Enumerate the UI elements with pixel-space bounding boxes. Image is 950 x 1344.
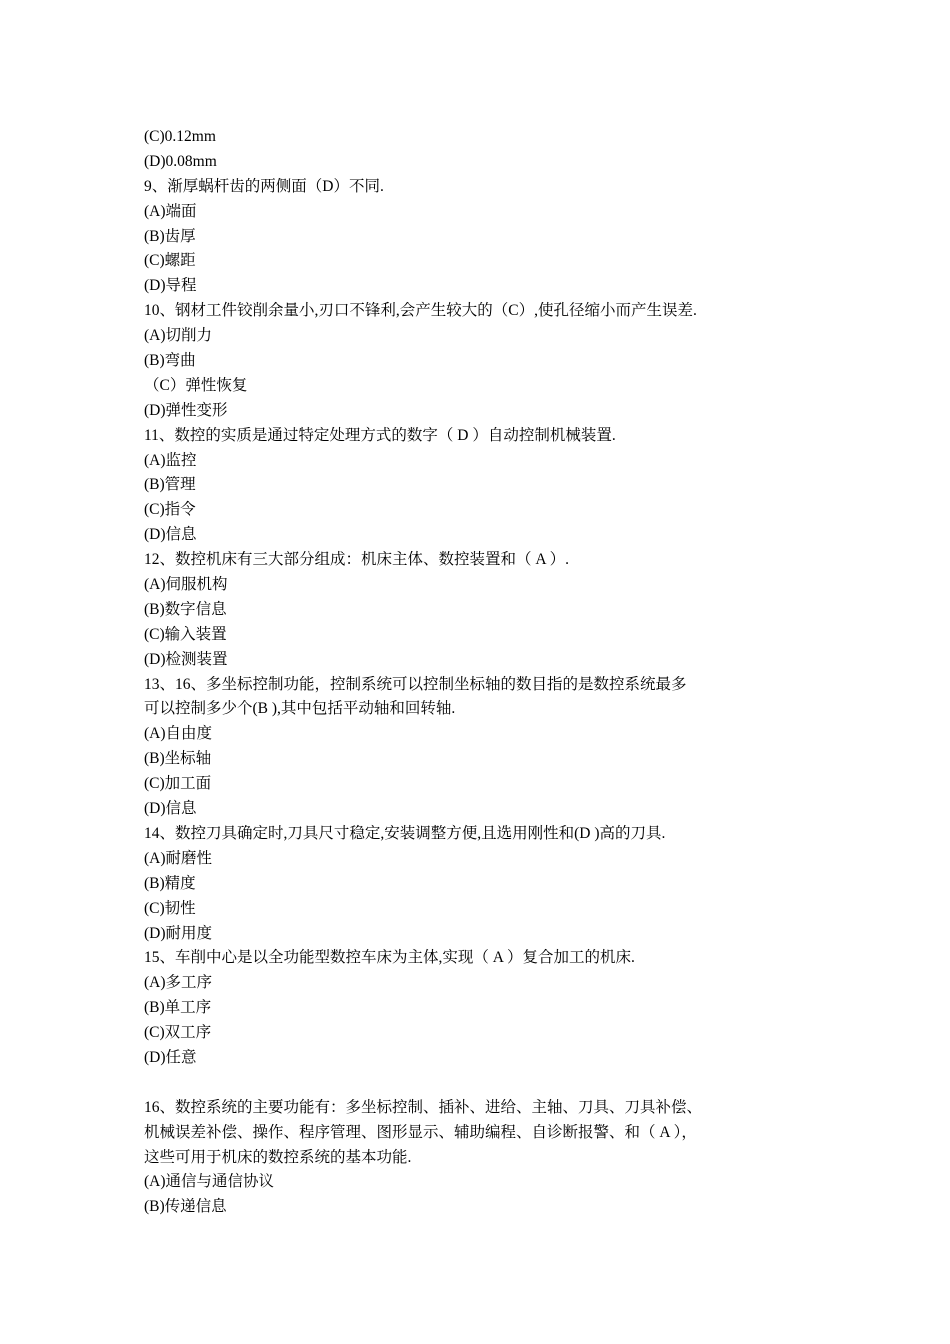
question-15: 15、车削中心是以全功能型数控车床为主体,实现（ A ）复合加工的机床. (144, 949, 635, 967)
option-line: (C)螺距 (144, 252, 196, 270)
option-line: (D)信息 (144, 800, 197, 818)
option-line: (D)检测装置 (144, 650, 228, 668)
option-line: (B)弯曲 (144, 352, 196, 370)
option-line: (C)双工序 (144, 1024, 212, 1042)
option-line: (D)导程 (144, 277, 197, 295)
option-line: (C)韧性 (144, 899, 196, 917)
option-line: (D)任意 (144, 1048, 197, 1066)
option-line: (C)加工面 (144, 775, 212, 793)
question-13-continued: 可以控制多少个(B ),其中包括平动轴和回转轴. (144, 700, 456, 718)
option-line: (B)精度 (144, 874, 196, 892)
text-line: (C)0.12mm (144, 128, 216, 145)
option-line: (A)自由度 (144, 725, 213, 743)
question-12: 12、数控机床有三大部分组成：机床主体、数控装置和（ A ）. (144, 551, 569, 569)
option-line: (A)通信与通信协议 (144, 1173, 275, 1191)
option-line: (A)耐磨性 (144, 849, 213, 867)
question-13: 13、16、多坐标控制功能，控制系统可以控制坐标轴的数目指的是数控系统最多 (144, 675, 687, 693)
option-line: (A)端面 (144, 202, 197, 220)
option-line: (B)单工序 (144, 999, 212, 1017)
option-line: (B)传递信息 (144, 1198, 227, 1216)
option-line: (A)切削力 (144, 327, 213, 345)
option-line: (B)管理 (144, 476, 196, 494)
question-16-continued: 这些可用于机床的数控系统的基本功能. (144, 1148, 412, 1166)
document-body (144, 125, 754, 1220)
question-16-continued: 机械误差补偿、操作、程序管理、图形显示、辅助编程、自诊断报警、和（ A ）， (144, 1123, 697, 1141)
text-line: (D)0.08mm (144, 152, 217, 170)
option-line: （C）弹性恢复 (144, 376, 248, 394)
option-line: (D)弹性变形 (144, 401, 228, 419)
question-9: 9、渐厚蜗杆齿的两侧面（D）不同. (144, 177, 384, 195)
question-16: 16、数控系统的主要功能有：多坐标控制、插补、进给、主轴、刀具、刀具补偿、 (144, 1098, 703, 1116)
question-11: 11、数控的实质是通过特定处理方式的数字（ D ）自动控制机械装置. (144, 426, 616, 444)
option-line: (C)指令 (144, 501, 196, 519)
option-line: (D)耐用度 (144, 924, 213, 942)
blank-line (144, 1071, 754, 1096)
option-line: (C)输入装置 (144, 625, 227, 643)
option-line: (A)伺服机构 (144, 576, 228, 594)
option-line: (B)坐标轴 (144, 750, 212, 768)
option-line: (D)信息 (144, 526, 197, 544)
option-line: (A)多工序 (144, 974, 213, 992)
option-line: (B)齿厚 (144, 227, 196, 245)
question-14: 14、数控刀具确定时,刀具尺寸稳定,安装调整方便,且选用刚性和(D )高的刀具. (144, 824, 666, 842)
option-line: (B)数字信息 (144, 600, 227, 618)
question-10: 10、钢材工件铰削余量小,刃口不锋利,会产生较大的（C）,使孔径缩小而产生误差. (144, 302, 697, 320)
option-line: (A)监控 (144, 451, 197, 469)
